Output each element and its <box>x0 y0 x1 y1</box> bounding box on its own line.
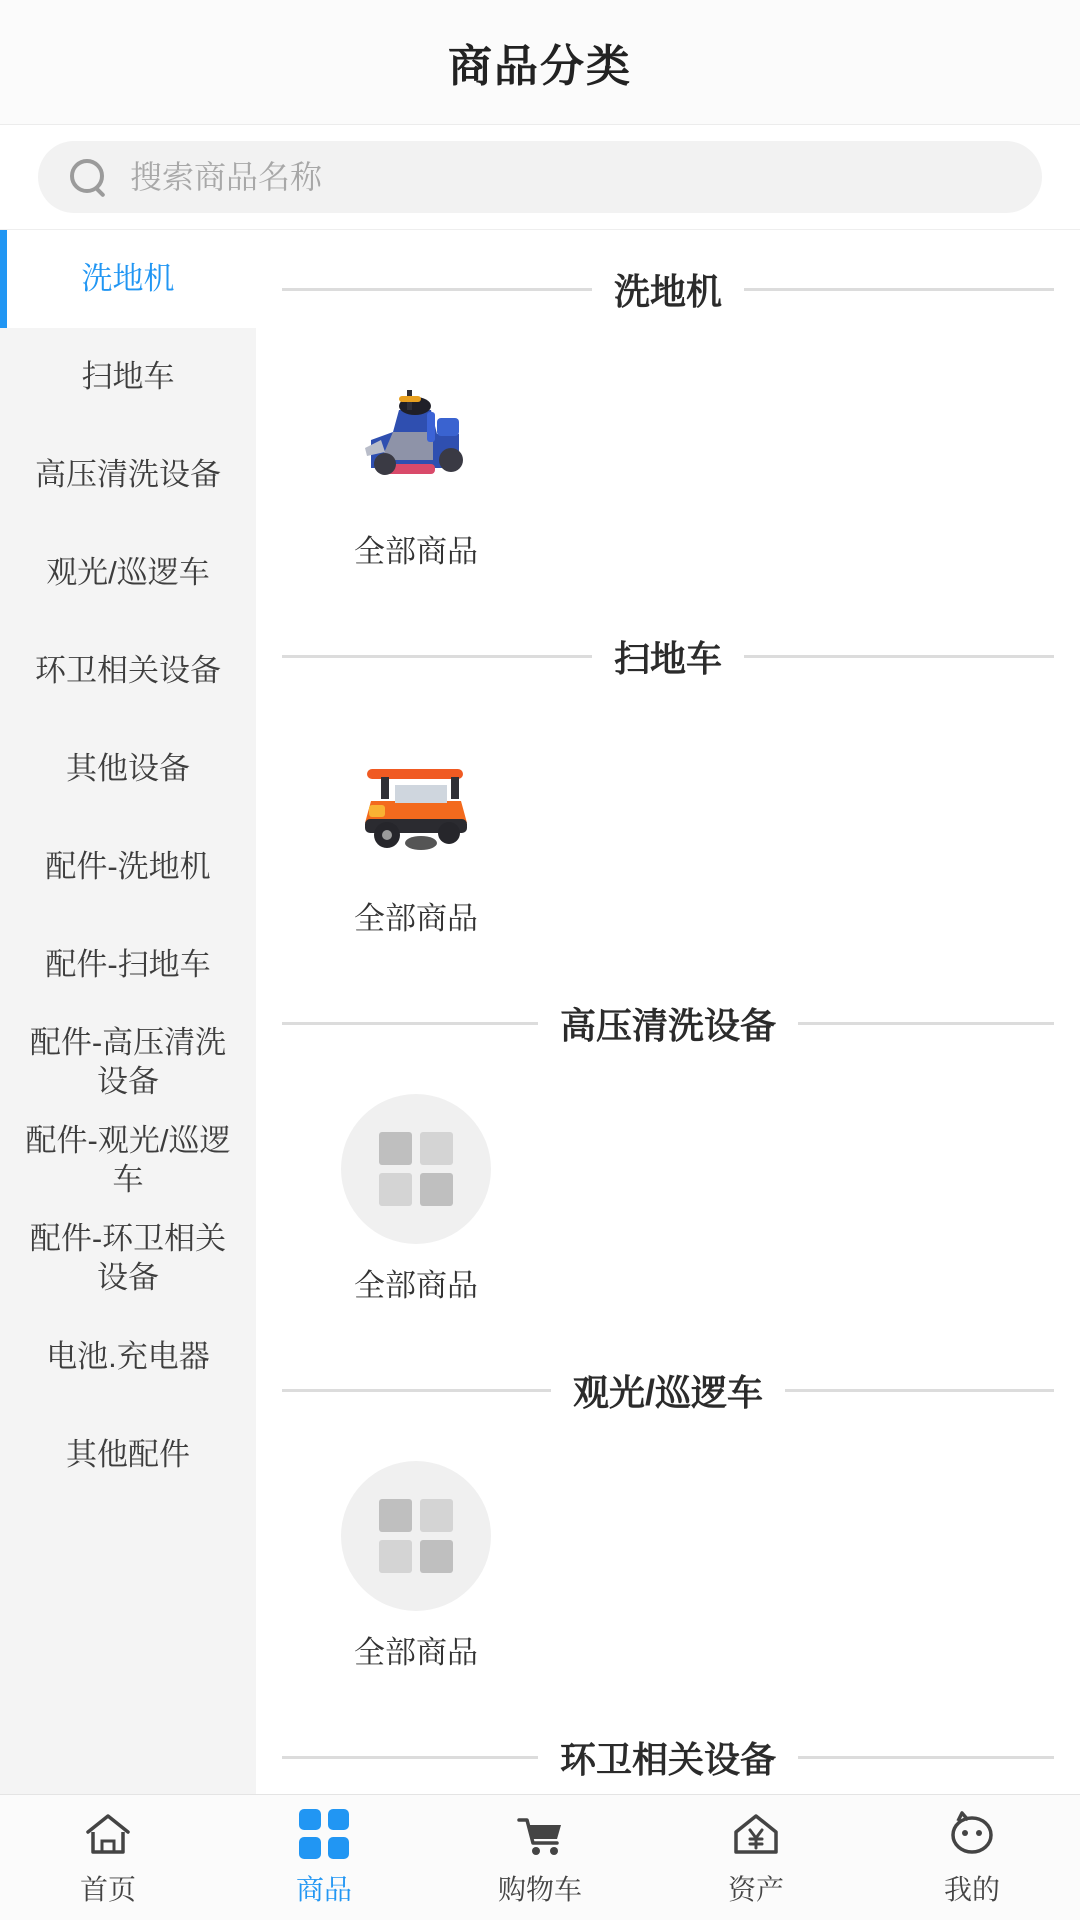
cart-icon <box>512 1808 568 1860</box>
group-header <box>282 1335 1054 1445</box>
sidebar-item-label: 配件-环卫相关设备 <box>29 1221 227 1295</box>
divider <box>744 288 1054 291</box>
category-group <box>282 964 1054 1331</box>
group-tiles <box>282 1078 1054 1331</box>
search-input[interactable] <box>130 159 1012 196</box>
sidebar-item-label: 洗地机 <box>81 260 175 296</box>
divider <box>798 1022 1054 1025</box>
sidebar-item-label: 配件-扫地车 <box>45 946 211 982</box>
category-group <box>282 597 1054 964</box>
scrubber-photo-icon <box>341 360 491 510</box>
sidebar-item-label: 其他设备 <box>66 750 190 786</box>
divider <box>744 655 1054 658</box>
sidebar-item-peijian-guanguang[interactable] <box>0 1112 256 1210</box>
tab-label: 商品 <box>295 1873 352 1905</box>
sidebar-item-xidiji[interactable] <box>0 230 256 328</box>
tab-label: 资产 <box>727 1873 784 1905</box>
divider <box>282 1756 538 1759</box>
tab-mine[interactable] <box>864 1795 1080 1920</box>
tab-label: 购物车 <box>497 1873 582 1905</box>
divider <box>798 1756 1054 1759</box>
category-group <box>282 1698 1054 1794</box>
group-title: 洗地机 <box>614 270 723 312</box>
sidebar-item-label: 电池.充电器 <box>46 1338 210 1374</box>
tab-cart[interactable] <box>432 1795 648 1920</box>
sidebar-item-qitapeijian[interactable] <box>0 1406 256 1504</box>
tab-label: 首页 <box>79 1873 136 1905</box>
divider <box>785 1389 1054 1392</box>
product-tile[interactable] <box>290 727 542 938</box>
sidebar-item-huanwei[interactable] <box>0 622 256 720</box>
product-tile[interactable] <box>290 1461 542 1672</box>
sidebar-item-label: 配件-观光/巡逻车 <box>25 1123 231 1197</box>
sidebar-item-guanguang[interactable] <box>0 524 256 622</box>
search-bar <box>0 125 1080 229</box>
page-title: 商品分类 <box>448 42 632 91</box>
grid-icon <box>296 1808 352 1860</box>
sidebar-item-peijian-xidiji[interactable] <box>0 818 256 916</box>
sidebar-item-label: 环卫相关设备 <box>35 652 221 688</box>
page-header <box>0 0 1080 125</box>
divider <box>282 1022 538 1025</box>
sidebar-item-saodiche[interactable] <box>0 328 256 426</box>
sidebar-item-peijian-huanwei[interactable] <box>0 1210 256 1308</box>
category-body <box>0 229 1080 1794</box>
product-tile-label: 全部商品 <box>353 901 478 936</box>
sidebar-item-peijian-saodiche[interactable] <box>0 916 256 1014</box>
group-tiles <box>282 1445 1054 1698</box>
tab-products[interactable] <box>216 1795 432 1920</box>
sidebar-item-label: 扫地车 <box>81 358 175 394</box>
sidebar-item-label: 观光/巡逻车 <box>46 554 210 590</box>
user-icon <box>944 1808 1000 1860</box>
sidebar-item-label: 配件-洗地机 <box>45 848 211 884</box>
group-header <box>282 968 1054 1078</box>
sidebar-item-label: 配件-高压清洗设备 <box>29 1025 227 1099</box>
group-header <box>282 1702 1054 1794</box>
asset-icon <box>728 1808 784 1860</box>
divider <box>282 288 592 291</box>
group-title: 环卫相关设备 <box>560 1738 777 1780</box>
image-placeholder-icon <box>341 1461 491 1611</box>
group-tiles <box>282 711 1054 964</box>
sidebar-item-label: 高压清洗设备 <box>35 456 221 492</box>
home-icon <box>80 1808 136 1860</box>
tab-home[interactable] <box>0 1795 216 1920</box>
product-tile-label: 全部商品 <box>353 1635 478 1670</box>
product-tile-label: 全部商品 <box>353 1268 478 1303</box>
divider <box>282 655 592 658</box>
sweeper-photo-icon <box>341 727 491 877</box>
category-group <box>282 230 1054 597</box>
group-header <box>282 601 1054 711</box>
image-placeholder-icon <box>341 1094 491 1244</box>
search-box[interactable] <box>38 141 1042 213</box>
category-content[interactable] <box>256 230 1080 1794</box>
group-header <box>282 234 1054 344</box>
sidebar-item-gaoya[interactable] <box>0 426 256 524</box>
sidebar-item-dianchi[interactable] <box>0 1308 256 1406</box>
group-title: 观光/巡逻车 <box>573 1371 764 1413</box>
product-tile[interactable] <box>290 1094 542 1305</box>
tab-label: 我的 <box>943 1873 1000 1905</box>
category-group <box>282 1331 1054 1698</box>
bottom-tabbar <box>0 1794 1080 1920</box>
category-sidebar[interactable] <box>0 230 256 1794</box>
group-title: 高压清洗设备 <box>560 1004 777 1046</box>
sidebar-item-qitashebei[interactable] <box>0 720 256 818</box>
tab-assets[interactable] <box>648 1795 864 1920</box>
group-tiles <box>282 344 1054 597</box>
sidebar-item-peijian-gaoya[interactable] <box>0 1014 256 1112</box>
divider <box>282 1389 551 1392</box>
group-title: 扫地车 <box>614 637 723 679</box>
sidebar-item-label: 其他配件 <box>66 1436 190 1472</box>
search-icon <box>68 157 108 197</box>
product-tile-label: 全部商品 <box>353 534 478 569</box>
product-tile[interactable] <box>290 360 542 571</box>
